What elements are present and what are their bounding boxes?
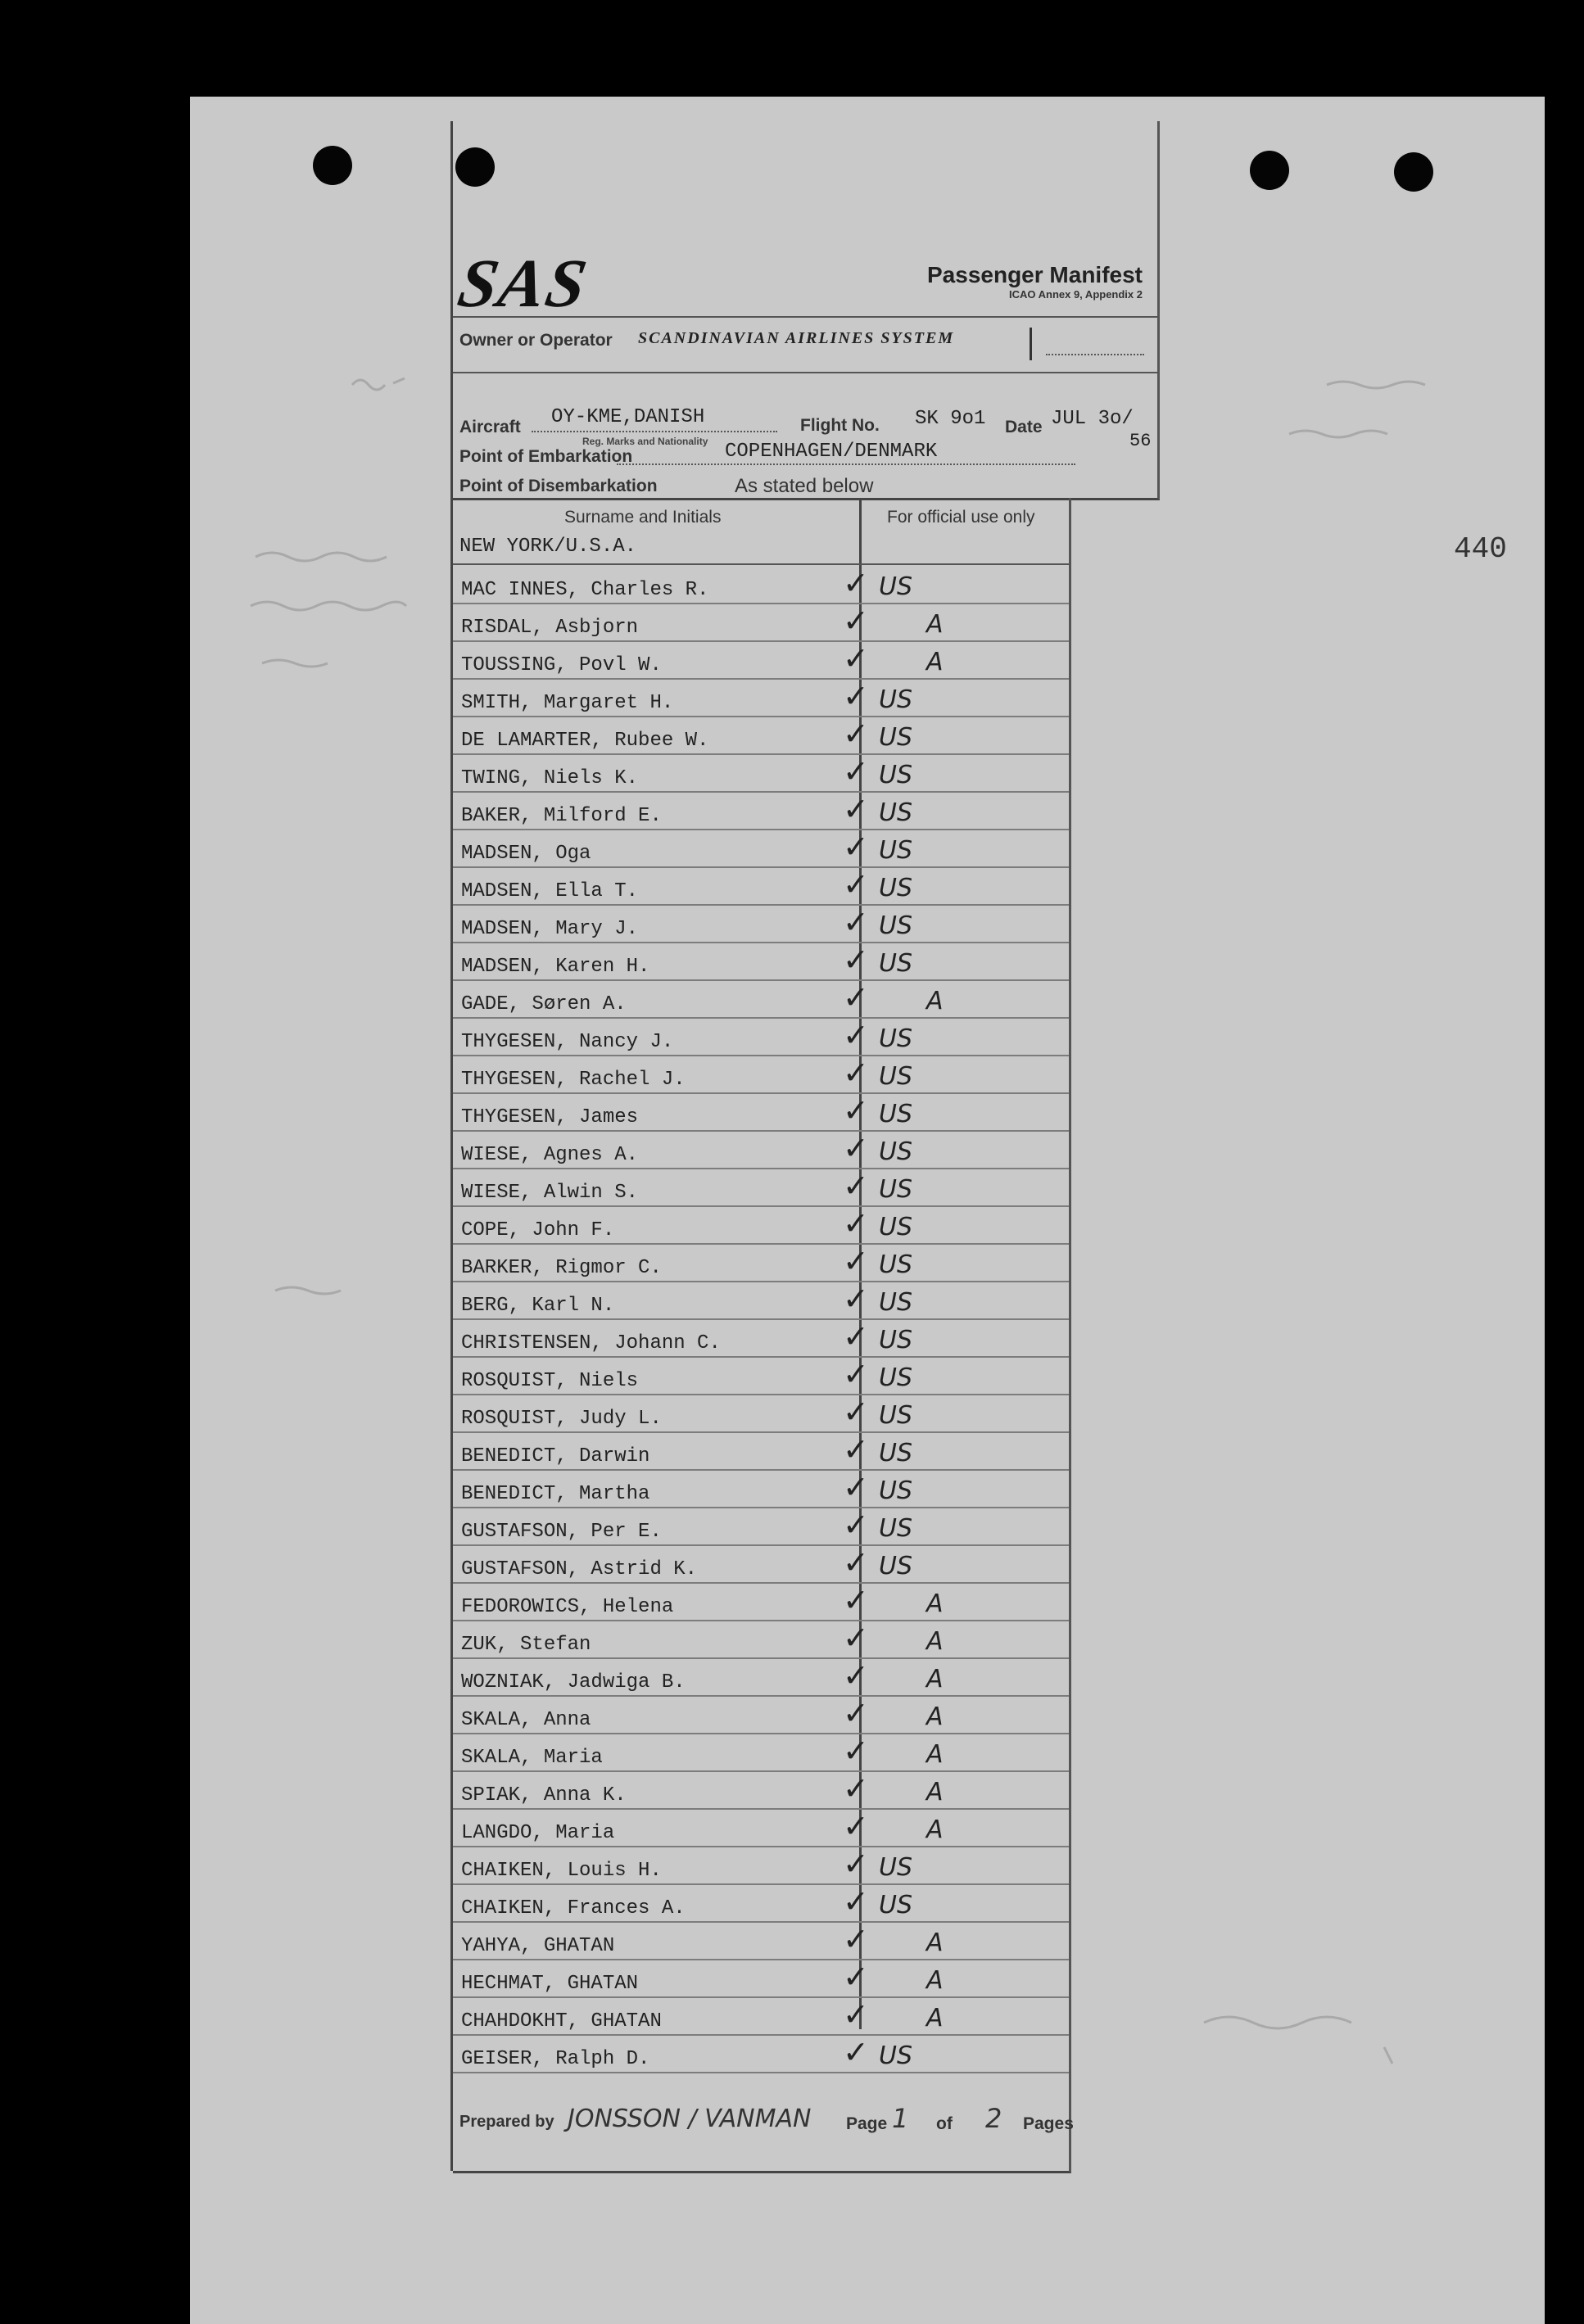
official-code: US [879, 836, 913, 865]
manifest-form [450, 121, 1159, 2171]
official-code: A [926, 610, 944, 639]
check-mark: ✓ [843, 603, 869, 639]
col-official-header: For official use only [887, 508, 1035, 527]
check-mark: ✓ [843, 1959, 869, 1995]
reg-marks-label: Reg. Marks and Nationality [582, 436, 708, 447]
date-label: Date [1005, 418, 1043, 436]
table-row [453, 791, 1069, 830]
check-mark: ✓ [843, 1394, 869, 1430]
check-mark: ✓ [843, 2034, 869, 2070]
check-mark: ✓ [843, 1318, 869, 1354]
official-code: A [926, 987, 944, 1015]
divider [453, 316, 1157, 318]
check-mark: ✓ [843, 1017, 869, 1053]
table-row [453, 678, 1069, 717]
passenger-table [453, 498, 1071, 2173]
passenger-name: SKALA, Maria [461, 1747, 603, 1769]
official-code: US [879, 685, 913, 714]
check-mark: ✓ [843, 979, 869, 1015]
check-mark: ✓ [843, 829, 869, 865]
check-mark: ✓ [843, 1808, 869, 1844]
passenger-name: MAC INNES, Charles R. [461, 579, 709, 601]
official-code: A [926, 1778, 944, 1806]
official-code: US [879, 1062, 913, 1091]
passenger-name: BERG, Karl N. [461, 1295, 615, 1317]
official-code: A [926, 1627, 944, 1656]
passenger-name: MADSEN, Oga [461, 843, 591, 865]
manifest-title: Passenger Manifest [927, 262, 1143, 287]
sas-logo: SAS [452, 246, 594, 322]
passenger-name: LANGDO, Maria [461, 1822, 615, 1844]
official-code: US [879, 949, 913, 978]
passenger-name: SPIAK, Anna K. [461, 1784, 627, 1806]
official-code: A [926, 1740, 944, 1769]
table-row [453, 1921, 1069, 1960]
owner-value: SCANDINAVIAN AIRLINES SYSTEM [638, 329, 955, 347]
official-code: US [879, 572, 913, 601]
table-row [453, 1055, 1069, 1094]
table-row [453, 1394, 1069, 1433]
passenger-name: BENEDICT, Darwin [461, 1445, 650, 1467]
passenger-name: GUSTAFSON, Astrid K. [461, 1558, 698, 1580]
embarkation-label: Point of Embarkation [459, 447, 633, 466]
table-row [453, 1657, 1069, 1697]
flight-value: SK 9o1 [915, 408, 986, 430]
check-mark: ✓ [843, 1281, 869, 1317]
stamp-page-number: 440 [1454, 532, 1507, 566]
table-row [453, 1507, 1069, 1546]
table-row [453, 1168, 1069, 1207]
table-row [453, 640, 1069, 680]
check-mark: ✓ [843, 1846, 869, 1882]
official-code: US [879, 1100, 913, 1128]
official-code: US [879, 1891, 913, 1919]
official-code: US [879, 1024, 913, 1053]
passenger-name: MADSEN, Ella T. [461, 880, 639, 902]
page-value: 1 [892, 2103, 909, 2134]
table-row [453, 1281, 1069, 1320]
table-row [453, 979, 1069, 1019]
table-row [453, 565, 1069, 604]
passenger-name: BENEDICT, Martha [461, 1483, 650, 1505]
passenger-name: TWING, Niels K. [461, 767, 639, 789]
official-code: US [879, 798, 913, 827]
official-code: A [926, 1665, 944, 1693]
table-row [453, 753, 1069, 793]
passenger-name: FEDOROWICS, Helena [461, 1596, 674, 1618]
check-mark: ✓ [843, 1055, 869, 1091]
table-row [453, 904, 1069, 943]
check-mark: ✓ [843, 791, 869, 827]
table-row [453, 1431, 1069, 1471]
official-code: A [926, 1966, 944, 1995]
check-mark: ✓ [843, 1130, 869, 1166]
table-row [453, 2034, 1069, 2073]
of-value: 2 [985, 2103, 1002, 2134]
table-row [453, 1883, 1069, 1923]
disembarkation-label: Point of Disembarkation [459, 477, 658, 495]
pages-label: Pages [1023, 2114, 1074, 2133]
passenger-name: GUSTAFSON, Per E. [461, 1521, 662, 1543]
official-code: US [879, 911, 913, 940]
owner-line [1046, 354, 1144, 355]
official-code: US [879, 1137, 913, 1166]
table-row [453, 1318, 1069, 1358]
check-mark: ✓ [843, 1205, 869, 1241]
date-value: JUL 3o/ [1051, 408, 1134, 430]
owner-label: Owner or Operator [459, 331, 613, 350]
check-mark: ✓ [843, 1620, 869, 1656]
embarkation-value: COPENHAGEN/DENMARK [725, 441, 938, 463]
official-code: US [879, 1288, 913, 1317]
passenger-name: GADE, Søren A. [461, 993, 627, 1015]
table-row [453, 1130, 1069, 1169]
passenger-name: YAHYA, GHATAN [461, 1935, 615, 1957]
table-row [453, 1996, 1069, 2036]
table-row [453, 716, 1069, 755]
passenger-name: MADSEN, Karen H. [461, 956, 650, 978]
official-code: US [879, 1514, 913, 1543]
passenger-name: THYGESEN, Nancy J. [461, 1031, 674, 1053]
table-row [453, 1356, 1069, 1395]
official-code: US [879, 1175, 913, 1204]
date-year: 56 [1129, 431, 1152, 451]
passenger-name: COPE, John F. [461, 1219, 615, 1241]
official-code: US [879, 874, 913, 902]
check-mark: ✓ [843, 1582, 869, 1618]
passenger-name: ROSQUIST, Judy L. [461, 1408, 662, 1430]
check-mark: ✓ [843, 1431, 869, 1467]
aircraft-label: Aircraft [459, 418, 521, 436]
table-row [453, 1846, 1069, 1885]
check-mark: ✓ [843, 640, 869, 676]
table-row [453, 1205, 1069, 1245]
check-mark: ✓ [843, 942, 869, 978]
official-code: US [879, 2041, 913, 2070]
official-code: A [926, 648, 944, 676]
check-mark: ✓ [843, 1544, 869, 1580]
check-mark: ✓ [843, 565, 869, 601]
destination-header: NEW YORK/U.S.A. [459, 536, 637, 558]
prepared-by-value: JONSSON / VANMAN [568, 2105, 812, 2133]
official-code: US [879, 1213, 913, 1241]
embarkation-line [617, 463, 1075, 465]
official-code: US [879, 1476, 913, 1505]
official-code: US [879, 1439, 913, 1467]
check-mark: ✓ [843, 1657, 869, 1693]
official-code: US [879, 1363, 913, 1392]
check-mark: ✓ [843, 1996, 869, 2032]
table-row [453, 942, 1069, 981]
passenger-name: CHRISTENSEN, Johann C. [461, 1332, 721, 1354]
passenger-name: RISDAL, Asbjorn [461, 617, 639, 639]
official-code: US [879, 723, 913, 752]
table-row [453, 1017, 1069, 1056]
table-row [453, 1092, 1069, 1132]
check-mark: ✓ [843, 1770, 869, 1806]
check-mark: ✓ [843, 1356, 869, 1392]
table-row [453, 1959, 1069, 1998]
table-row [453, 1544, 1069, 1584]
passenger-name: GEISER, Ralph D. [461, 2048, 650, 2070]
table-row [453, 866, 1069, 906]
official-code: A [926, 1589, 944, 1618]
check-mark: ✓ [843, 753, 869, 789]
passenger-name: CHAIKEN, Frances A. [461, 1897, 686, 1919]
table-row [453, 1582, 1069, 1621]
passenger-name: BAKER, Milford E. [461, 805, 662, 827]
passenger-name: MADSEN, Mary J. [461, 918, 639, 940]
check-mark: ✓ [843, 1883, 869, 1919]
official-code: A [926, 1928, 944, 1957]
check-mark: ✓ [843, 1243, 869, 1279]
passenger-name: TOUSSING, Povl W. [461, 654, 662, 676]
prepared-by-label: Prepared by [459, 2113, 554, 2131]
passenger-name: WIESE, Agnes A. [461, 1144, 639, 1166]
table-row [453, 1620, 1069, 1659]
manifest-header-block [453, 121, 1160, 500]
check-mark: ✓ [843, 1092, 869, 1128]
official-code: US [879, 1250, 913, 1279]
passenger-name: SMITH, Margaret H. [461, 692, 674, 714]
table-row [453, 1770, 1069, 1810]
official-code: US [879, 1853, 913, 1882]
aircraft-line [532, 431, 777, 432]
passenger-name: THYGESEN, Rachel J. [461, 1069, 686, 1091]
passenger-name: HECHMAT, GHATAN [461, 1973, 639, 1995]
passenger-name: ROSQUIST, Niels [461, 1370, 639, 1392]
official-code: US [879, 761, 913, 789]
table-row [453, 1243, 1069, 1282]
passenger-name: WOZNIAK, Jadwiga B. [461, 1671, 686, 1693]
table-row [453, 829, 1069, 868]
aircraft-value: OY-KME,DANISH [551, 406, 705, 428]
passenger-name: DE LAMARTER, Rubee W. [461, 730, 709, 752]
passenger-name: ZUK, Stefan [461, 1634, 591, 1656]
table-row [453, 603, 1069, 642]
disembarkation-value: As stated below [735, 475, 874, 497]
table-row [453, 1469, 1069, 1508]
col-surname-header: Surname and Initials [564, 508, 722, 527]
check-mark: ✓ [843, 678, 869, 714]
table-row [453, 1808, 1069, 1847]
table-row [453, 1733, 1069, 1772]
check-mark: ✓ [843, 1168, 869, 1204]
official-code: A [926, 1815, 944, 1844]
manifest-subtitle: ICAO Annex 9, Appendix 2 [1008, 288, 1143, 301]
official-code: US [879, 1326, 913, 1354]
of-label: of [936, 2114, 953, 2133]
owner-tick [1030, 328, 1032, 360]
passenger-name: BARKER, Rigmor C. [461, 1257, 662, 1279]
official-code: A [926, 1702, 944, 1731]
check-mark: ✓ [843, 1921, 869, 1957]
check-mark: ✓ [843, 1733, 869, 1769]
check-mark: ✓ [843, 904, 869, 940]
page-label: Page [846, 2114, 888, 2133]
check-mark: ✓ [843, 1695, 869, 1731]
passenger-name: WIESE, Alwin S. [461, 1182, 639, 1204]
official-code: US [879, 1552, 913, 1580]
check-mark: ✓ [843, 1469, 869, 1505]
passenger-name: CHAHDOKHT, GHATAN [461, 2010, 662, 2032]
official-code: A [926, 2004, 944, 2032]
passenger-name: SKALA, Anna [461, 1709, 591, 1731]
divider [453, 372, 1157, 373]
table-row [453, 1695, 1069, 1734]
manifest-title-block [927, 262, 1143, 301]
passenger-name: THYGESEN, James [461, 1106, 639, 1128]
passenger-name: CHAIKEN, Louis H. [461, 1860, 662, 1882]
check-mark: ✓ [843, 716, 869, 752]
check-mark: ✓ [843, 866, 869, 902]
official-code: US [879, 1401, 913, 1430]
check-mark: ✓ [843, 1507, 869, 1543]
flight-label: Flight No. [800, 416, 880, 435]
